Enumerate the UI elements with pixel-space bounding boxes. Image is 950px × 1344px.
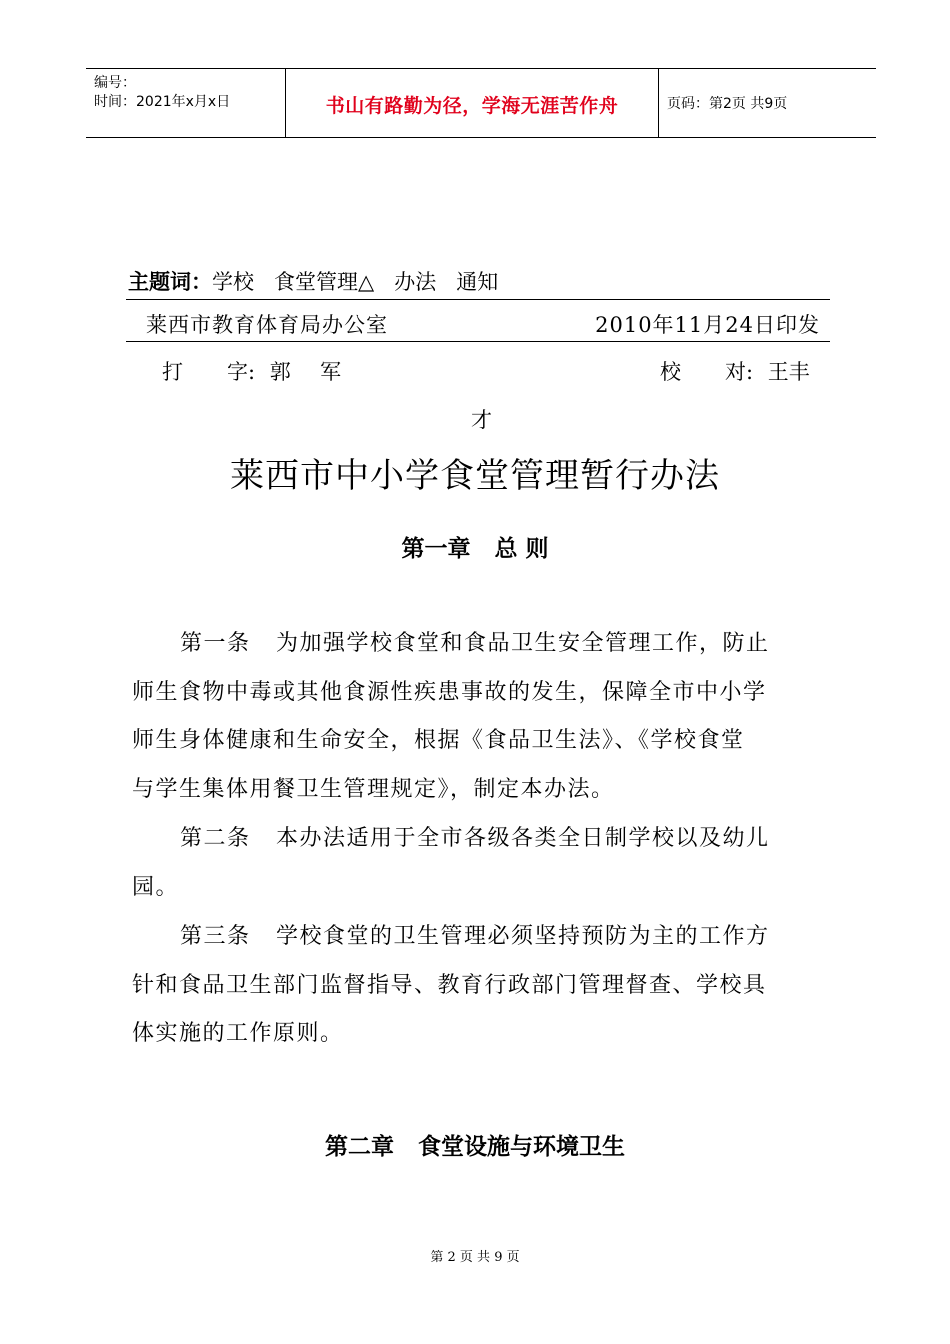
document-time-label: 时间：2021年x月x日 xyxy=(94,94,231,110)
article-line: 师生身体健康和生命安全，根据《食品卫生法》、《学校食堂 xyxy=(132,728,745,753)
article-line: 第一条 为加强学校食堂和食品卫生安全管理工作，防止 xyxy=(180,631,770,656)
article-line: 第二条 本办法适用于全市各级各类全日制学校以及幼儿 xyxy=(180,826,770,851)
header-page-cell xyxy=(659,69,876,137)
document-number-label: 编号： xyxy=(94,75,136,91)
article-line: 与学生集体用餐卫生管理规定》，制定本办法。 xyxy=(132,776,615,802)
divider-top xyxy=(126,299,830,300)
chapter-one-heading: 第一章 总 则 xyxy=(401,536,549,562)
typist-line: 打 字: 郭 军 xyxy=(162,360,342,384)
issuer-office: 莱西市教育体育局办公室 xyxy=(146,313,388,337)
header-motto-cell xyxy=(286,69,659,137)
page-footer: 第 2 页 共 9 页 xyxy=(430,1250,520,1265)
article-three xyxy=(132,913,832,1059)
article-line: 针和食品卫生部门监督指导、教育行政部门管理督查、学校具 xyxy=(132,972,767,998)
page-header xyxy=(86,68,876,138)
issue-date: 2010年11月24日印发 xyxy=(595,313,820,337)
topic-words: 学校 食堂管理△ 办法 通知 xyxy=(212,270,499,294)
article-line: 体实施的工作原则。 xyxy=(132,1021,344,1046)
proofreader-line-continued: 才 xyxy=(471,408,492,432)
article-line: 第三条 学校食堂的卫生管理必须坚持预防为主的工作方 xyxy=(180,924,770,949)
divider-bottom xyxy=(126,341,830,342)
article-line: 园。 xyxy=(132,874,180,900)
article-line: 师生食物中毒或其他食源性疾患事故的发生，保障全市中小学 xyxy=(132,679,767,705)
article-two xyxy=(132,815,832,912)
article-one xyxy=(132,620,832,814)
topic-words-line xyxy=(128,266,498,296)
topic-label: 主题词： xyxy=(128,270,212,294)
chapter-two-heading: 第二章 食堂设施与环境卫生 xyxy=(324,1134,626,1160)
proofreader-line: 校 对: 王丰 xyxy=(660,360,810,384)
header-page-info: 页码：第2页 共9页 xyxy=(667,96,788,112)
header-motto: 书山有路勤为径，学海无涯苦作舟 xyxy=(325,95,619,117)
header-meta-cell xyxy=(86,69,286,137)
document-title: 莱西市中小学食堂管理暂行办法 xyxy=(230,456,720,496)
